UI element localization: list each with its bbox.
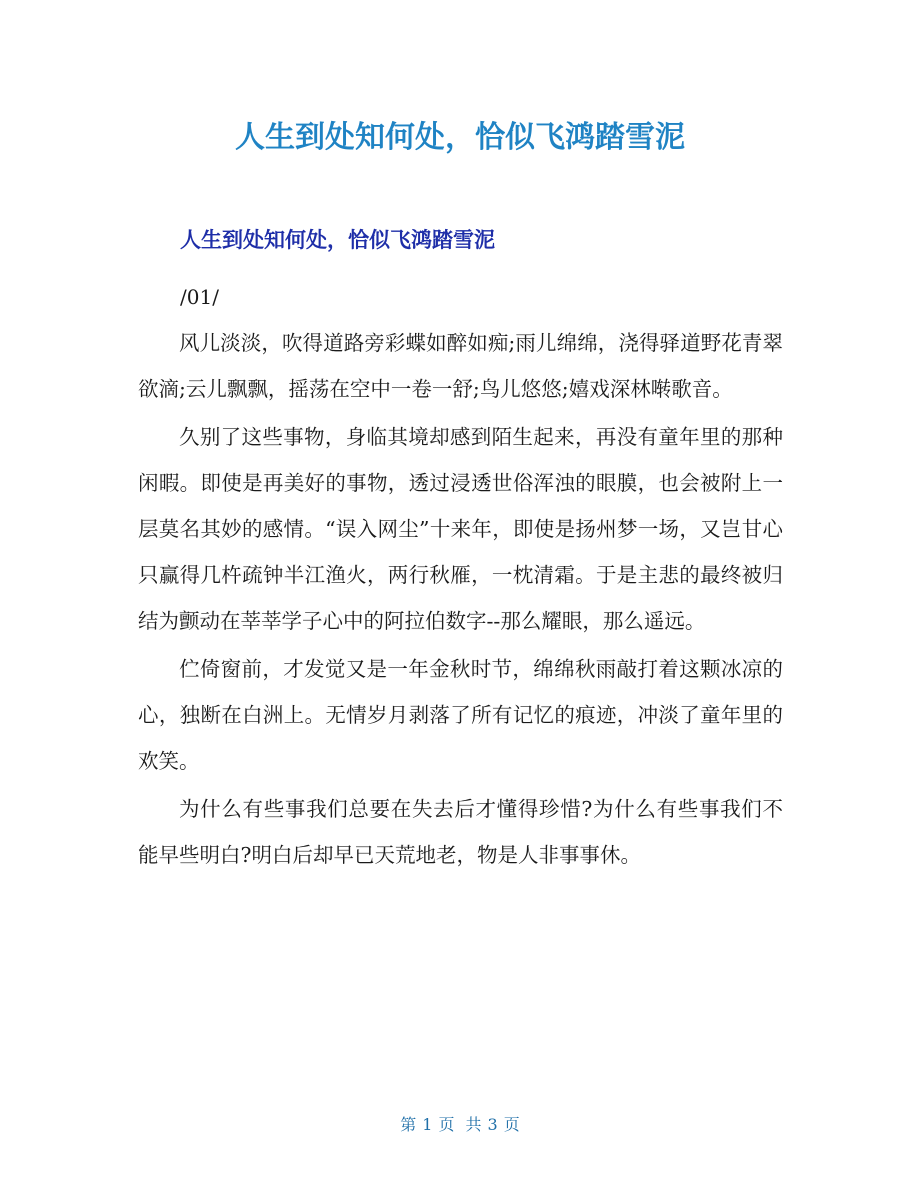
footer-suffix: 页	[503, 1115, 520, 1134]
footer-current-page: 1	[422, 1115, 433, 1134]
paragraph: 为什么有些事我们总要在失去后才懂得珍惜?为什么有些事我们不能早些明白?明白后却早已天荒地老，物是人非事事休。	[138, 797, 783, 867]
document-subtitle: 人生到处知何处，恰似飞鸿踏雪泥	[180, 228, 495, 252]
footer-mid: 页 共	[438, 1115, 482, 1134]
footer-prefix: 第	[400, 1115, 417, 1134]
paragraph: 风儿淡淡，吹得道路旁彩蝶如醉如痴;雨儿绵绵，浇得驿道野花青翠欲滴;云儿飘飘，摇荡在空中一卷一舒;鸟儿悠悠;嬉戏深林啭歌音。	[138, 331, 783, 401]
section-marker: /01/	[180, 285, 219, 309]
document-body	[138, 320, 783, 878]
footer-total-pages: 3	[487, 1115, 498, 1134]
paragraph: 久别了这些事物，身临其境却感到陌生起来，再没有童年里的那种闲暇。即使是再美好的事物，透过浸透世俗浑浊的眼膜，也会被附上一层莫名其妙的感情。“误入网尘”十来年，即使是扬州梦一场，又岂甘心只赢得几杵疏钟半江渔火，两行秋雁，一枕清霜。于是主悲的最终被归结为颤动在莘莘学子心中的阿拉伯数字--那么耀眼，那么遥远。	[138, 425, 783, 633]
document-title: 人生到处知何处，恰似飞鸿踏雪泥	[235, 120, 685, 155]
page-footer	[0, 1110, 920, 1140]
paragraph: 伫倚窗前，才发觉又是一年金秋时节，绵绵秋雨敲打着这颗冰凉的心，独断在白洲上。无情岁月剥落了所有记忆的痕迹，冲淡了童年里的欢笑。	[138, 657, 783, 773]
